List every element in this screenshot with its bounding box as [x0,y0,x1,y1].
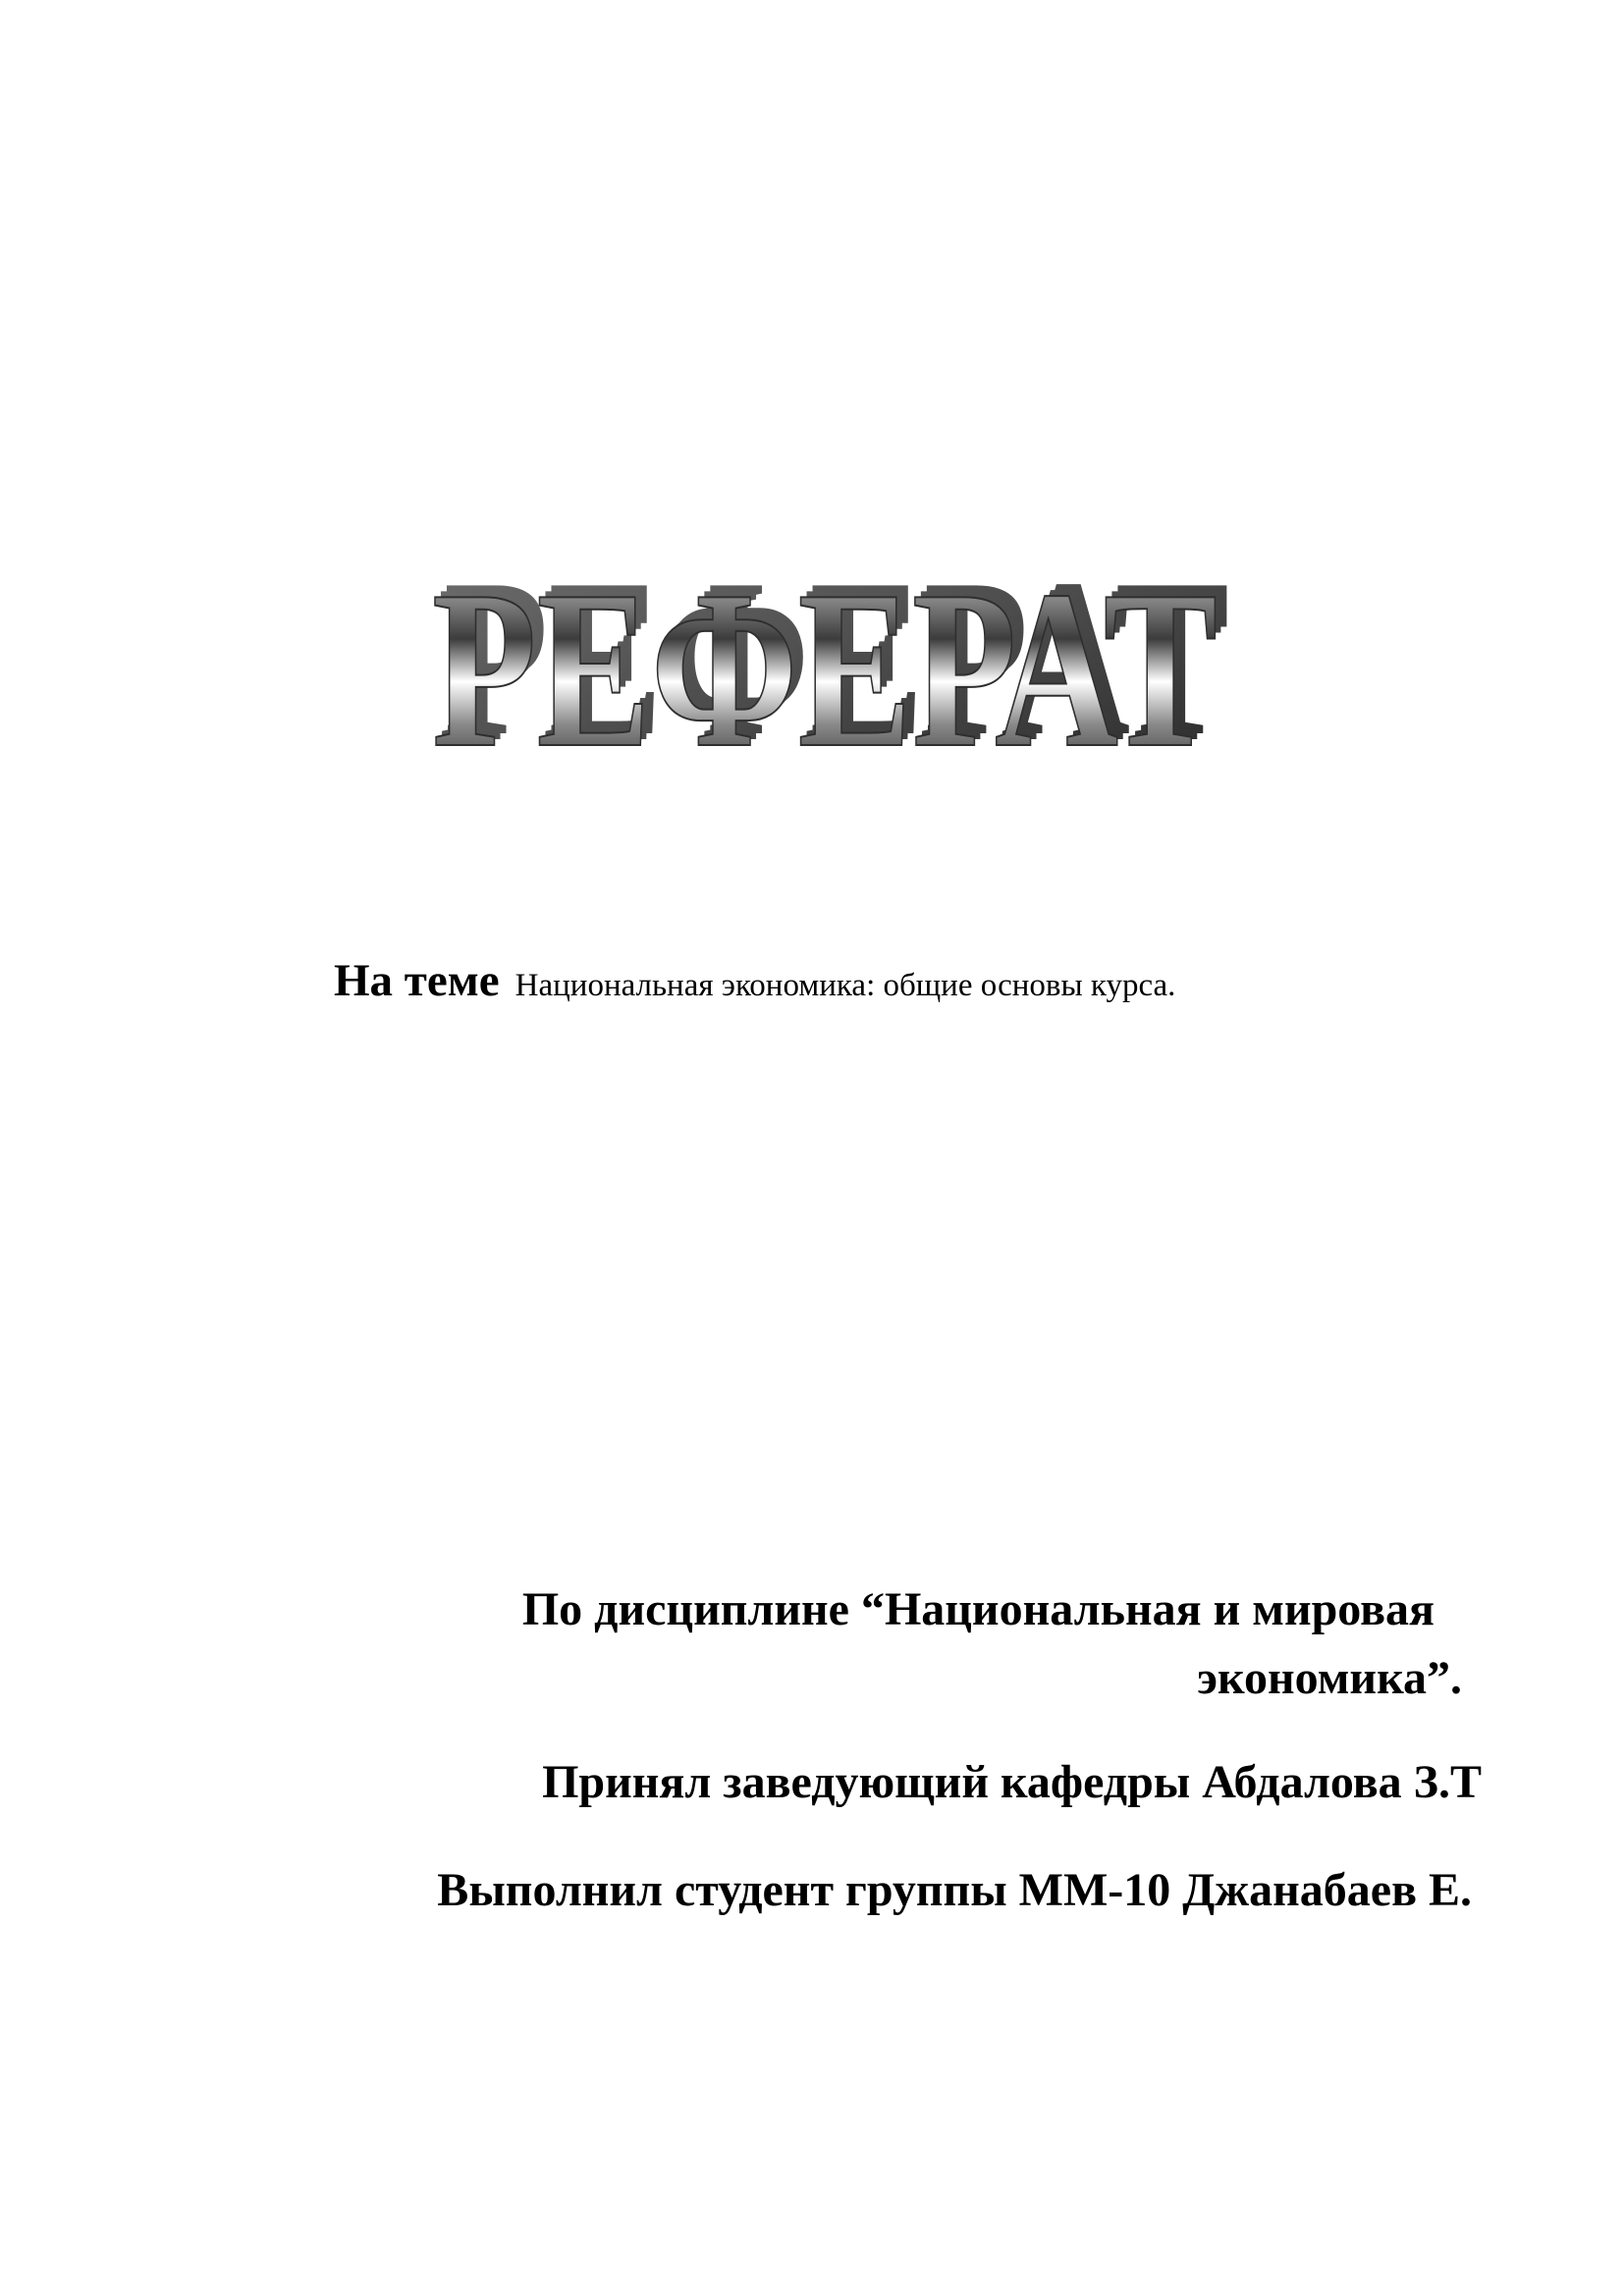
title-extrusion-mid: РЕФЕРАТ [438,538,1223,771]
performed-by-line: Выполнил студент группы ММ-10 Джанабаев Е. [437,1864,1472,1916]
discipline-line-2: экономика”. [1197,1652,1462,1704]
title-wordart-graphic [393,535,1257,771]
title-wordart [393,535,1257,771]
title-extrusion-back: РЕФЕРАТ [444,535,1229,771]
discipline-line-1: По дисциплине “Национальная и мировая [521,1583,1435,1635]
title-text: РЕФЕРАТ [432,544,1218,771]
topic-label: На теме [334,955,500,1006]
accepted-by-line: Принял заведующий кафедры Абдалова З.Т [542,1756,1482,1808]
topic-line [334,954,1175,1007]
discipline-block [284,1575,1462,1713]
topic-text: Национальная экономика: общие основы курса. [514,968,1176,1003]
